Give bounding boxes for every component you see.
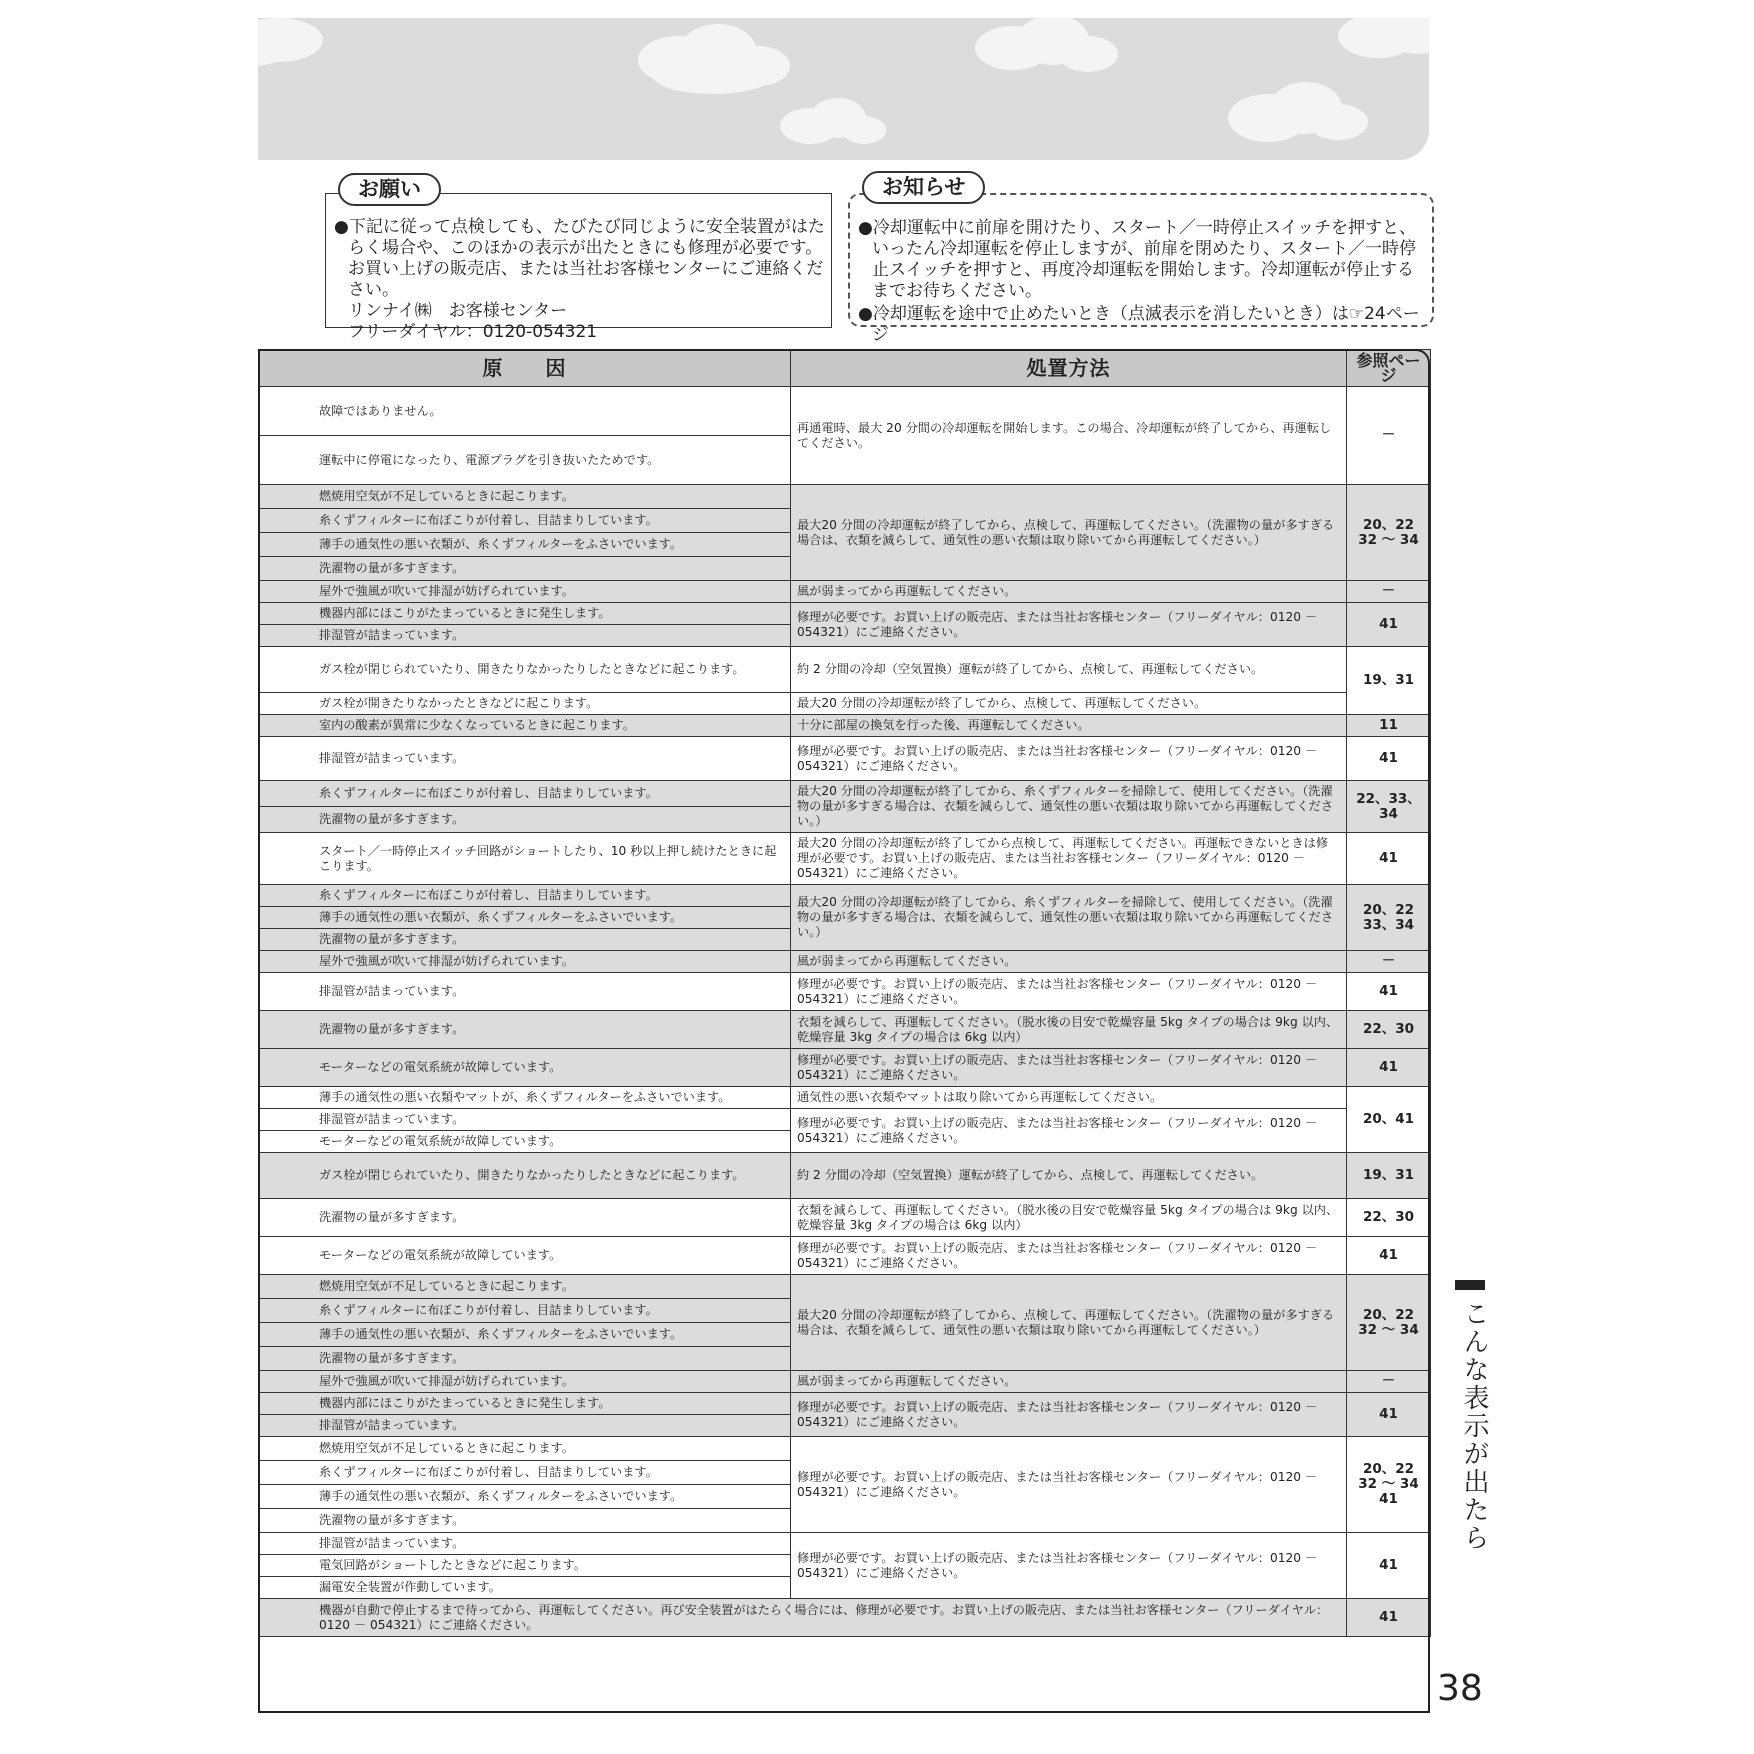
request-company: リンナイ㈱ お客様センター [348, 301, 568, 321]
ref-page-cell: 41 [1347, 833, 1431, 885]
action-cell: 衣類を減らして、再運転してください。（脱水後の目安で乾燥容量 5kg タイプの場合は 9kg 以内、乾燥容量 3kg タイプの場合は 6kg 以内） [791, 1199, 1347, 1237]
ref-page-cell: 20、22 33、34 [1347, 885, 1431, 951]
cause-cell: 室内の酸素が異常に少なくなっているときに起こります。 [259, 715, 791, 737]
cause-cell: 薄手の通気性の悪い衣類が、糸くずフィルターをふさいでいます。 [259, 1323, 791, 1347]
action-cell: 最大20 分間の冷却運転が終了してから、糸くずフィルターを掃除して、使用してください。（洗濯物の量が多すぎる場合は、衣類を減らして、通気性の悪い衣類は取り除いてから再運転してください。） [791, 781, 1347, 833]
action-cell: 修理が必要です。お買い上げの販売店、または当社お客様センター（フリーダイヤル：0120 － 054321）にご連絡ください。 [791, 1109, 1347, 1153]
table-row [259, 693, 1431, 715]
cause-cell: 洗濯物の量が多すぎます。 [259, 1347, 791, 1371]
cause-cell: 排湿管が詰まっています。 [259, 973, 791, 1011]
table-row [259, 951, 1431, 973]
action-cell: 再通電時、最大 20 分間の冷却運転を開始します。この場合、冷却運転が終了してから、再運転してください。 [791, 387, 1347, 485]
table-row [259, 1371, 1431, 1393]
table-row [259, 581, 1431, 603]
page-number: 38 [1437, 1668, 1483, 1709]
cause-cell: 糸くずフィルターに布ぼこりが付着し、目詰まりしています。 [259, 885, 791, 907]
cause-cell: 燃焼用空気が不足しているときに起こります。 [259, 1437, 791, 1461]
cause-cell: 燃焼用空気が不足しているときに起こります。 [259, 485, 791, 509]
ref-page-cell: 22、30 [1347, 1199, 1431, 1237]
action-cell: 約 2 分間の冷却（空気置換）運転が終了してから、点検して、再運転してください。 [791, 1153, 1347, 1199]
cause-cell: モーターなどの電気系統が故障しています。 [259, 1131, 791, 1153]
cause-cell: 屋外で強風が吹いて排湿が妨げられています。 [259, 1371, 791, 1393]
action-cell: 最大20 分間の冷却運転が終了してから、点検して、再運転してください。（洗濯物の量が多すぎる場合は、衣類を減らして、通気性の悪い衣類は取り除いてから再運転してください。） [791, 1275, 1347, 1371]
action-cell: 修理が必要です。お買い上げの販売店、または当社お客様センター（フリーダイヤル：0120 － 054321）にご連絡ください。 [791, 1533, 1347, 1599]
action-cell: 約 2 分間の冷却（空気置換）運転が終了してから、点検して、再運転してください。 [791, 647, 1347, 693]
action-cell: 修理が必要です。お買い上げの販売店、または当社お客様センター（フリーダイヤル：0120 － 054321）にご連絡ください。 [791, 737, 1347, 781]
notice-item-2: 冷却運転を途中で止めたいとき（点滅表示を消したいとき）は☞24ページ [872, 304, 1420, 345]
ref-page-cell: 22、33、 34 [1347, 781, 1431, 833]
cause-cell: モーターなどの電気系統が故障しています。 [259, 1237, 791, 1275]
bullet-icon: ● [858, 304, 873, 324]
cause-cell: 機器内部にほこりがたまっているときに発生します。 [259, 603, 791, 625]
table-row [259, 1275, 1431, 1299]
cloud-illustration [258, 18, 1429, 160]
request-text: 下記に従って点検しても、たびたび同じように安全装置がはたらく場合や、このほかの表示が出たときにも修理が必要です。お買い上げの販売店、または当社お客様センターにご連絡ください。 [348, 217, 825, 300]
cause-cell: 排湿管が詰まっています。 [259, 625, 791, 647]
action-cell: 修理が必要です。お買い上げの販売店、または当社お客様センター（フリーダイヤル：0120 － 054321）にご連絡ください。 [791, 1237, 1347, 1275]
cause-cell: 洗濯物の量が多すぎます。 [259, 557, 791, 581]
cause-cell: ガス栓が閉じられていたり、開きたりなかったりしたときなどに起こります。 [259, 1153, 791, 1199]
bullet-icon: ● [858, 218, 873, 238]
action-cell: 衣類を減らして、再運転してください。（脱水後の目安で乾燥容量 5kg タイプの場合は 9kg 以内、乾燥容量 3kg タイプの場合は 6kg 以内） [791, 1011, 1347, 1049]
ref-page-cell: 41 [1347, 1393, 1431, 1437]
action-cell: 十分に部屋の換気を行った後、再運転してください。 [791, 715, 1347, 737]
cause-cell: 洗濯物の量が多すぎます。 [259, 929, 791, 951]
table-row [259, 1237, 1431, 1275]
table-row [259, 387, 1431, 436]
table-row [259, 1599, 1431, 1637]
notice-tag: お知らせ [862, 171, 985, 204]
action-cell: 修理が必要です。お買い上げの販売店、または当社お客様センター（フリーダイヤル：0120 － 054321）にご連絡ください。 [791, 1393, 1347, 1437]
action-cell: 風が弱まってから再運転してください。 [791, 1371, 1347, 1393]
cause-cell: 糸くずフィルターに布ぼこりが付着し、目詰まりしています。 [259, 1299, 791, 1323]
table-row [259, 1049, 1431, 1087]
ref-page-cell: － [1347, 387, 1431, 485]
cause-cell: 排湿管が詰まっています。 [259, 1109, 791, 1131]
action-cell: 最大20 分間の冷却運転が終了してから、点検して、再運転してください。（洗濯物の量が多すぎる場合は、衣類を減らして、通気性の悪い衣類は取り除いてから再運転してください。） [791, 485, 1347, 581]
section-side-label: こんな表示が出たら [1459, 1300, 1489, 1552]
table-row [259, 603, 1431, 625]
table-row [259, 737, 1431, 781]
cause-cell: 薄手の通気性の悪い衣類が、糸くずフィルターをふさいでいます。 [259, 907, 791, 929]
request-tag: お願い [338, 173, 441, 206]
cause-cell: モーターなどの電気系統が故障しています。 [259, 1049, 791, 1087]
cause-cell: 電気回路がショートしたときなどに起こります。 [259, 1555, 791, 1577]
cause-cell: ガス栓が閉じられていたり、開きたりなかったりしたときなどに起こります。 [259, 647, 791, 693]
cause-cell: 排湿管が詰まっています。 [259, 1533, 791, 1555]
action-cell: 最大20 分間の冷却運転が終了してから、糸くずフィルターを掃除して、使用してください。（洗濯物の量が多すぎる場合は、衣類を減らして、通気性の悪い衣類は取り除いてから再運転してください。） [791, 885, 1347, 951]
table-row [259, 1437, 1431, 1461]
ref-page-cell: 41 [1347, 737, 1431, 781]
ref-page-cell: 41 [1347, 1599, 1431, 1637]
section-marker [1455, 1280, 1485, 1290]
cause-cell: ガス栓が開きたりなかったときなどに起こります。 [259, 693, 791, 715]
table-row [259, 485, 1431, 509]
table-row [259, 781, 1431, 807]
cause-cell: 燃焼用空気が不足しているときに起こります。 [259, 1275, 791, 1299]
troubleshooting-table [258, 349, 1431, 1637]
cause-cell: 薄手の通気性の悪い衣類が、糸くずフィルターをふさいでいます。 [259, 533, 791, 557]
action-cell: 最大20 分間の冷却運転が終了してから、点検して、再運転してください。 [791, 693, 1347, 715]
action-cell: 修理が必要です。お買い上げの販売店、または当社お客様センター（フリーダイヤル：0120 － 054321）にご連絡ください。 [791, 603, 1347, 647]
action-cell: 修理が必要です。お買い上げの販売店、または当社お客様センター（フリーダイヤル：0120 －054321）にご連絡ください。 [791, 973, 1347, 1011]
ref-page-cell: 20、22 32 ～ 34 [1347, 1275, 1431, 1371]
table-row [259, 1087, 1431, 1109]
header-cause: 原 因 [259, 350, 791, 387]
cause-cell: 屋外で強風が吹いて排湿が妨げられています。 [259, 951, 791, 973]
header-action: 処置方法 [791, 350, 1347, 387]
table-row [259, 647, 1431, 693]
cause-cell: 洗濯物の量が多すぎます。 [259, 1199, 791, 1237]
action-cell: 最大20 分間の冷却運転が終了してから点検して、再運転してください。再運転できないときは修理が必要です。お買い上げの販売店、または当社お客様センター（フリーダイヤル：0120 －054321）にご連絡ください。 [791, 833, 1347, 885]
ref-page-cell: 20、22 32 ～ 34 [1347, 485, 1431, 581]
cause-cell: 漏電安全装置が作動しています。 [259, 1577, 791, 1599]
ref-page-cell: 11 [1347, 715, 1431, 737]
table-row [259, 973, 1431, 1011]
ref-page-cell: 20、41 [1347, 1087, 1431, 1153]
ref-page-cell: － [1347, 951, 1431, 973]
ref-page-cell: 20、22 32 ～ 34 41 [1347, 1437, 1431, 1533]
cause-cell: 屋外で強風が吹いて排湿が妨げられています。 [259, 581, 791, 603]
action-cell: 修理が必要です。お買い上げの販売店、または当社お客様センター（フリーダイヤル：0120 － 054321）にご連絡ください。 [791, 1049, 1347, 1087]
table-body [259, 387, 1431, 1637]
table-row [259, 885, 1431, 907]
bullet-icon: ● [334, 217, 349, 237]
table-row [259, 1153, 1431, 1199]
header-ref: 参照ページ [1347, 350, 1431, 387]
cause-cell: 運転中に停電になったり、電源プラグを引き抜いたためです。 [259, 436, 791, 485]
table-row [259, 1011, 1431, 1049]
request-box [325, 177, 832, 342]
ref-page-cell: － [1347, 581, 1431, 603]
action-cell: 通気性の悪い衣類やマットは取り除いてから再運転してください。 [791, 1087, 1347, 1109]
table-row [259, 833, 1431, 885]
table-row [259, 1199, 1431, 1237]
table-row [259, 1109, 1431, 1131]
header-banner [258, 18, 1429, 160]
action-cell: 風が弱まってから再運転してください。 [791, 581, 1347, 603]
cause-cell: 薄手の通気性の悪い衣類が、糸くずフィルターをふさいでいます。 [259, 1485, 791, 1509]
cause-cell: 薄手の通気性の悪い衣類やマットが、糸くずフィルターをふさいでいます。 [259, 1087, 791, 1109]
ref-page-cell: 41 [1347, 1533, 1431, 1599]
cause-cell: 故障ではありません。 [259, 387, 791, 436]
table-row [259, 1533, 1431, 1555]
cause-cell: 糸くずフィルターに布ぼこりが付着し、目詰まりしています。 [259, 509, 791, 533]
cause-cell: 機器内部にほこりがたまっているときに発生します。 [259, 1393, 791, 1415]
ref-page-cell: 19、31 [1347, 647, 1431, 715]
ref-page-cell: 41 [1347, 603, 1431, 647]
request-dial: フリーダイヤル：0120-054321 [348, 322, 598, 342]
cause-cell: 糸くずフィルターに布ぼこりが付着し、目詰まりしています。 [259, 781, 791, 807]
ref-page-cell: 19、31 [1347, 1153, 1431, 1199]
cause-cell: 排湿管が詰まっています。 [259, 1415, 791, 1437]
cause-cell: 洗濯物の量が多すぎます。 [259, 1011, 791, 1049]
action-cell: 修理が必要です。お買い上げの販売店、または当社お客様センター（フリーダイヤル：0120 － 054321）にご連絡ください。 [791, 1437, 1347, 1533]
cause-cell: 洗濯物の量が多すぎます。 [259, 807, 791, 833]
table-row [259, 1393, 1431, 1415]
ref-page-cell: － [1347, 1371, 1431, 1393]
action-cell: 風が弱まってから再運転してください。 [791, 951, 1347, 973]
ref-page-cell: 41 [1347, 1237, 1431, 1275]
table-header-row [259, 350, 1431, 387]
notice-item-1: 冷却運転中に前扉を開けたり、スタート／一時停止スイッチを押すと、いったん冷却運転を停止しますが、前扉を閉めたり、スタート／一時停止スイッチを押すと、再度冷却運転を開始します。冷却運転が停止するまでお待ちください。 [872, 218, 1417, 301]
table-row [259, 715, 1431, 737]
cause-cell: 洗濯物の量が多すぎます。 [259, 1509, 791, 1533]
cause-cell: 排湿管が詰まっています。 [259, 737, 791, 781]
notice-box [848, 175, 1434, 345]
footer-note: 機器が自動で停止するまで待ってから、再運転してください。再び安全装置がはたらく場合には、修理が必要です。お買い上げの販売店、または当社お客様センター（フリーダイヤル：0120 － 054321）にご連絡ください。 [259, 1599, 1347, 1637]
ref-page-cell: 41 [1347, 1049, 1431, 1087]
cause-cell: 糸くずフィルターに布ぼこりが付着し、目詰まりしています。 [259, 1461, 791, 1485]
ref-page-cell: 22、30 [1347, 1011, 1431, 1049]
ref-page-cell: 41 [1347, 973, 1431, 1011]
cause-cell: スタート／一時停止スイッチ回路がショートしたり、10 秒以上押し続けたときに起こります。 [259, 833, 791, 885]
